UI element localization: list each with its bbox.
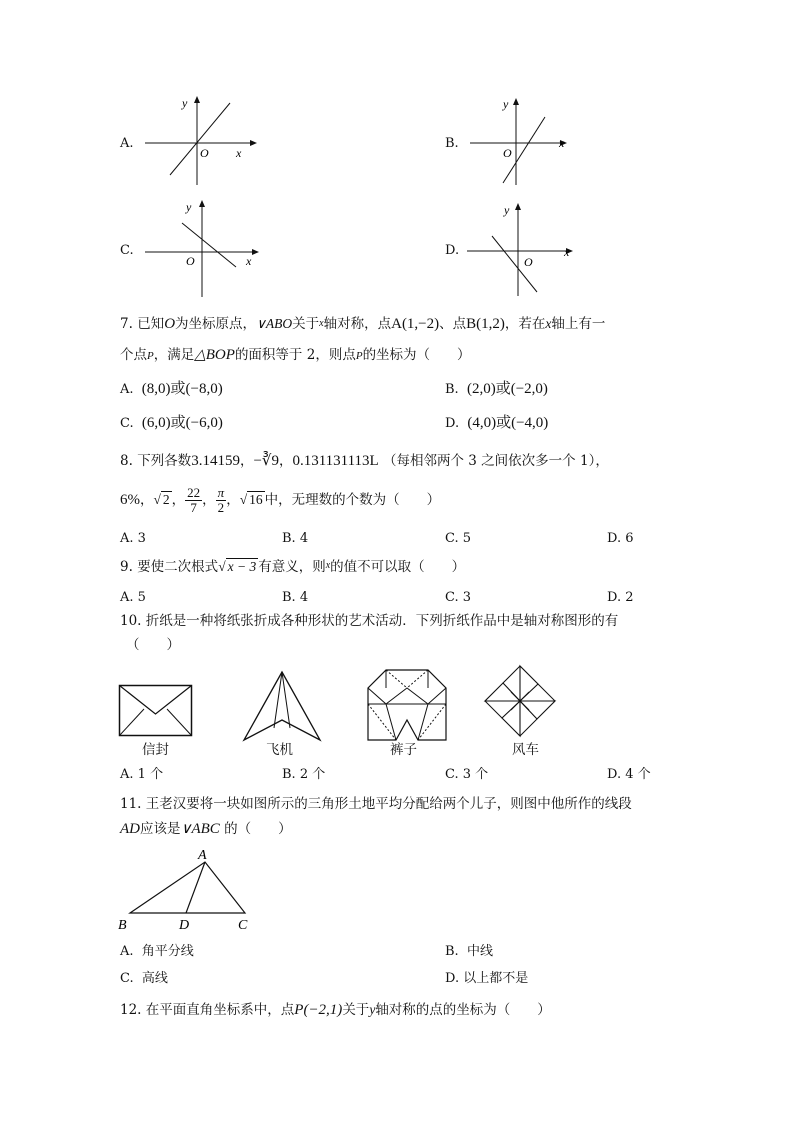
q11-label-d: D: [179, 918, 190, 933]
q9-line: [120, 557, 465, 576]
q8-frac-pi-2: $\frac{\pi}{2}$: [217, 485, 225, 515]
q7-point-b: B(1,2): [466, 316, 505, 332]
q11-segment-ad: AD: [120, 821, 140, 837]
q12-text-2: 关于: [342, 1002, 370, 1018]
q9-text-1: 要使二次根式: [137, 559, 219, 575]
q8-number: 8.: [120, 453, 133, 469]
q7-text-10: 的坐标为（ ）: [362, 347, 471, 363]
q7-text-3: 关于: [292, 316, 320, 332]
q8-num-2: −∛9: [253, 453, 279, 469]
graph-d-letter: D.: [445, 243, 460, 258]
q7-text-9: 的面积等于 2，则点: [234, 347, 356, 363]
graph-a: [140, 95, 260, 190]
q8-num-1: 3.14159: [191, 453, 240, 469]
graph-c-y: y: [186, 200, 192, 214]
q7-line1: [120, 315, 605, 333]
q7-text-8: ，满足: [153, 347, 195, 363]
q8-option-c: C. 5: [445, 531, 472, 546]
q7-text-4: 轴对称，点: [323, 316, 392, 332]
q10-option-d: D. 4 个: [607, 767, 651, 782]
q12-text-3: 轴对称的点的坐标为（ ）: [375, 1002, 551, 1018]
q8-sqrt-2: √ 2: [153, 492, 170, 507]
graph-b-letter: B.: [445, 136, 459, 151]
q9-option-c: C. 3: [445, 590, 472, 605]
q11-label-a: A: [198, 848, 207, 863]
q7-option-a: A. (8,0)或(−8,0): [120, 381, 223, 397]
q8-option-a: A. 3: [120, 531, 146, 546]
q11-text-1: 王老汉要将一块如图所示的三角形土地平均分配给两个儿子，则图中他所作的线段: [145, 796, 632, 812]
q8-sqrt-16: √ 16: [239, 492, 263, 507]
q7-p-var: P: [147, 350, 154, 362]
graph-b-y: y: [503, 97, 509, 111]
q11-triangle: ∨ABC: [180, 821, 220, 837]
graph-d-x: x: [564, 245, 570, 259]
q8-num-3: 0.131131113L: [292, 453, 379, 469]
graph-c-origin: O: [186, 254, 195, 268]
graph-c-letter: C.: [120, 243, 134, 258]
q12-line: [120, 1001, 551, 1019]
graph-b: [465, 95, 575, 190]
q7-option-c: C. (6,0)或(−6,0): [120, 415, 223, 431]
q11-text-3: 的（ ）: [224, 821, 292, 837]
q9-x-var: x: [325, 560, 331, 571]
figure-label-envelope: 信封: [142, 742, 169, 758]
q11-option-a: A. 角平分线: [120, 944, 194, 959]
q9-option-a: A. 5: [120, 590, 146, 605]
airplane-figure: [242, 670, 322, 742]
q10-number: 10.: [120, 613, 142, 629]
q11-number: 11.: [120, 796, 142, 812]
graph-a-origin: O: [200, 146, 209, 160]
q9-radical: √ x − 3: [218, 559, 257, 574]
q8-text-2: （每相邻两个 3 之间依次多一个 1），: [383, 453, 609, 469]
q9-option-d: D. 2: [607, 590, 634, 605]
figure-label-pinwheel: 风车: [512, 742, 539, 758]
q7-text-7: 个点: [120, 347, 147, 363]
graph-a-x: x: [236, 146, 242, 160]
q7-origin: O: [164, 316, 176, 332]
envelope-figure: [118, 684, 194, 740]
pants-figure: [366, 668, 448, 744]
q8-line1: 8. 下列各数3.14159，−∛9，0.131131113L （每相邻两个 3 之间依次多一个 1），: [120, 453, 609, 469]
q7-point-a: A(1,−2): [391, 316, 440, 332]
graph-b-x: x: [559, 136, 565, 150]
q12-text-1: 在平面直角坐标系中，点: [145, 1002, 295, 1018]
graph-b-origin: O: [503, 146, 512, 160]
q7-number: 7.: [120, 316, 133, 332]
q7-text-6: 轴上有一: [551, 316, 606, 332]
q10-option-b: B. 2 个: [282, 767, 326, 782]
q7-triangle: ∨ABO: [256, 316, 293, 331]
q8-percent: 6%: [120, 492, 140, 508]
q10-paren: （ ）: [126, 637, 180, 653]
q11-label-b: B: [118, 918, 127, 933]
q7-line2: [120, 346, 471, 365]
q10-option-c: C. 3 个: [445, 767, 489, 782]
q11-label-c: C: [238, 918, 248, 933]
q8-text-3: 中，无理数的个数为（ ）: [264, 492, 441, 508]
q8-frac-22-7: $\frac{22}{7}$: [187, 485, 201, 515]
q7-x-var-2: x: [545, 316, 552, 331]
graph-a-y: y: [182, 96, 188, 110]
q7-p-var-2: P: [355, 350, 363, 362]
q8-text-1: 下列各数: [137, 453, 192, 469]
q8-line2: 6%，√ 2 ， $\frac{22}{7}$ ， $\frac{\pi}{2}$ ，√ 16 中，无理数的个数为（ ）: [120, 485, 441, 515]
q8-option-b: B. 4: [282, 531, 309, 546]
q7-text-2: 为坐标原点，: [175, 316, 257, 332]
graph-c: [140, 197, 265, 302]
q12-point-p: P(−2,1): [294, 1002, 343, 1018]
q9-text-2: 有意义，则: [258, 559, 326, 575]
q9-option-b: B. 4: [282, 590, 309, 605]
q11-line1: [120, 795, 632, 813]
q10-text: 折纸是一种将纸张折成各种形状的艺术活动．下列折纸作品中是轴对称图形的有: [145, 613, 619, 629]
q7-sep: 、点: [439, 316, 467, 332]
q11-option-b: B. 中线: [445, 944, 493, 959]
q11-triangle-figure: [112, 846, 262, 934]
q11-option-c: C. 高线: [120, 971, 168, 986]
figure-label-airplane: 飞机: [266, 742, 293, 758]
q7-text-5: ，若在: [504, 316, 546, 332]
q7-option-b: B. (2,0)或(−2,0): [445, 381, 548, 397]
q9-number: 9.: [120, 559, 133, 575]
q9-text-3: 的值不可以取（ ）: [330, 559, 466, 575]
q10-line1: [120, 612, 618, 630]
q7-triangle-2: △BOP: [194, 347, 235, 363]
q7-option-d: D. (4,0)或(−4,0): [445, 415, 549, 431]
graph-d: [462, 200, 577, 300]
q8-option-d: D. 6: [607, 531, 634, 546]
q11-line2: [120, 820, 292, 838]
graph-c-x: x: [246, 254, 252, 268]
q12-y-var: y: [369, 1002, 376, 1017]
q10-option-a: A. 1 个: [120, 767, 164, 782]
q11-text-2: 应该是: [140, 821, 181, 837]
pinwheel-figure: [483, 664, 557, 738]
q7-text-1: 已知: [137, 316, 165, 332]
graph-a-letter: A.: [120, 136, 134, 151]
q11-option-d: D. 以上都不是: [445, 971, 529, 986]
figure-label-pants: 裤子: [390, 742, 417, 758]
graph-d-y: y: [504, 203, 510, 217]
q7-x-var: x: [319, 318, 324, 329]
q12-number: 12.: [120, 1002, 142, 1018]
graph-d-origin: O: [524, 255, 533, 269]
